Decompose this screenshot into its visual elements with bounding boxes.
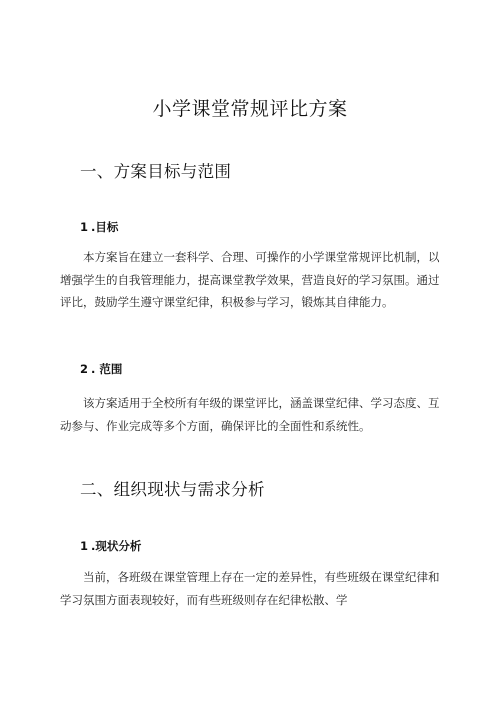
subsection-title: .目标 [91,220,119,234]
section-heading-1: 一、方案目标与范围 [80,162,232,181]
document-title: 小学课堂常规评比方案 [152,98,348,120]
paragraph-line: 该方案适用于全校所有年级的课堂评比，涵盖课堂纪律、学习态度、互 [83,396,440,410]
paragraph-line: 本方案旨在建立一套科学、合理、可操作的小学课堂常规评比机制，以 [83,250,440,264]
paragraph-goal [60,246,448,314]
paragraph-scope [60,392,448,437]
paragraph-line: 当前，各班级在课堂管理上存在一定的差异性，有些班级在课堂纪律和 [83,570,440,584]
section-heading-2: 二、组织现状与需求分析 [80,480,265,499]
subsection-number: 1 [80,539,89,553]
paragraph-line: 增强学生的自我管理能力，提高课堂教学效果，营造良好的学习氛围。通过 [60,272,440,287]
subsection-heading-1-2 [80,361,122,377]
subsection-heading-2-1 [80,538,141,554]
paragraph-line: 评比，鼓励学生遵守课堂纪律，积极参与学习，锻炼其自律能力。 [60,295,394,309]
subsection-number: 2 [80,362,89,376]
paragraph-line: 动参与、作业完成等多个方面，确保评比的全面性和系统性。 [60,418,371,433]
paragraph-current-analysis [60,566,448,611]
paragraph-line: 学习氛围方面表现较好，而有些班级则存在纪律松散、学 [60,592,348,607]
subsection-number: 1 [80,220,89,234]
subsection-heading-1-1 [80,219,118,235]
subsection-title: .现状分析 [91,539,142,553]
subsection-title: . 范围 [91,362,123,376]
